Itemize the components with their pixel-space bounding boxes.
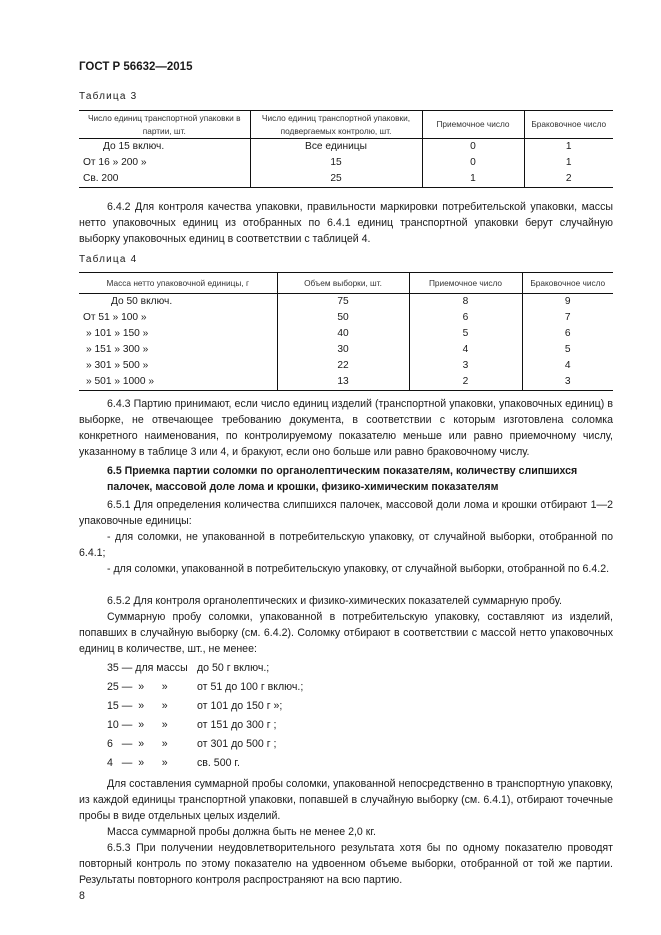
list-range: от 301 до 500 г ; — [197, 738, 277, 750]
paragraph-6-5-1-a: - для соломки, не упакованной в потребительскую упаковку, от случайной выборки, отобранной по 6.4.1; — [79, 531, 613, 559]
table-cell: 2 — [409, 374, 522, 391]
paragraph-6-4-2: 6.4.2 Для контроля качества упаковки, правильности маркировки потребительской упаковки, массы нетто упаковочных единиц из отобранных по 6.4.1 единиц транспортной упаковки берут случайную выборку упаковочных единиц в соответствии с таблицей 4. — [79, 201, 613, 245]
table-cell: 0 — [422, 155, 524, 171]
paragraph-6-5-2-sample: Суммарную пробу соломки, упакованной в потребительскую упаковку, составляют из изделий, попавших в случайную выборку (см. 6.4.2). Соломку отбирают в соответствии с массой нетто упаковочных единиц в количестве, шт., не менее: — [79, 611, 613, 655]
table-row — [79, 294, 613, 311]
paragraph-6-5-2: 6.5.2 Для контроля органолептических и физико-химических показателей суммарную пробу. — [107, 595, 562, 607]
page-number: 8 — [79, 890, 85, 902]
table-cell: 5 — [409, 326, 522, 342]
list-range: св. 500 г. — [197, 757, 240, 769]
list-count: 15 — » » — [107, 700, 168, 712]
table-row — [79, 139, 613, 156]
table-cell: 22 — [277, 358, 409, 374]
table-header: Браковочное число — [524, 111, 613, 139]
list-item — [107, 717, 276, 733]
table-cell: От 16 » 200 » — [83, 157, 147, 168]
table-cell: » 501 » 1000 » — [86, 376, 154, 387]
list-item — [107, 679, 303, 695]
table-cell: 4 — [409, 342, 522, 358]
table-cell: От 51 » 100 » — [83, 312, 147, 323]
table-cell: Св. 200 — [83, 173, 119, 184]
list-range: до 50 г включ.; — [197, 662, 270, 674]
table-cell: 4 — [522, 358, 613, 374]
table4-caption: Таблица 4 — [79, 254, 138, 265]
table-cell: Все единицы — [250, 139, 422, 156]
paragraph-6-4-3: 6.4.3 Партию принимают, если число единиц изделий (транспортной упаковки, упаковочных единиц) в выборке, не отвечающее требованию документа, в соответствии с которым изготовлена соломка конкретного наименования, по контролируемому показателю меньше или равно приемочному числу, указанному в таблице 3 или 4, и бракуют, если оно больше или равно браковочному числу. — [79, 398, 613, 458]
table-cell: 3 — [409, 358, 522, 374]
table-cell: » 301 » 500 » — [86, 360, 149, 371]
paragraph-6-5-1-b: - для соломки, упакованной в потребительскую упаковку, от случайной выборки, отобранной по 6.4.2. — [107, 563, 610, 575]
list-item — [107, 755, 240, 771]
table-row — [79, 342, 613, 358]
paragraph-6-5-1: 6.5.1 Для определения количества слипшихся палочек, массовой доли лома и крошки отбирают 1—2 упаковочные единицы: — [79, 499, 613, 527]
table-header: Число единиц транспортной упаковки в партии, шт. — [79, 111, 250, 139]
table-header: Приемочное число — [409, 273, 522, 294]
table-cell: 9 — [522, 294, 613, 311]
table-row — [79, 310, 613, 326]
table-cell: До 50 включ. — [111, 296, 173, 307]
table-cell: 5 — [522, 342, 613, 358]
list-count: 6 — » » — [107, 738, 168, 750]
list-item — [107, 736, 276, 752]
table-3 — [79, 110, 613, 188]
table-cell: 1 — [422, 171, 524, 188]
table-header: Объем выборки, шт. — [277, 273, 409, 294]
list-item — [107, 698, 282, 714]
table-4 — [79, 272, 613, 391]
table-header: Приемочное число — [422, 111, 524, 139]
table-cell: 2 — [524, 171, 613, 188]
table-cell: 8 — [409, 294, 522, 311]
list-count: 25 — » » — [107, 681, 168, 693]
table-cell: 15 — [250, 155, 422, 171]
table-cell: 1 — [524, 139, 613, 156]
table-header: Число единиц транспортной упаковки, подвергаемых контролю, шт. — [250, 111, 422, 139]
table-cell: 75 — [277, 294, 409, 311]
table-cell: 6 — [409, 310, 522, 326]
list-range: от 151 до 300 г ; — [197, 719, 277, 731]
table-cell: 50 — [277, 310, 409, 326]
list-range: от 101 до 150 г »; — [197, 700, 283, 712]
table-cell: 0 — [422, 139, 524, 156]
table-row — [79, 171, 613, 188]
table-header: Браковочное число — [522, 273, 613, 294]
table-row — [79, 358, 613, 374]
table-cell: До 15 включ. — [103, 141, 165, 152]
table-cell: » 151 » 300 » — [86, 344, 149, 355]
list-count: 35 — для массы — [107, 662, 188, 674]
table-cell: 1 — [524, 155, 613, 171]
table-header: Масса нетто упаковочной единицы, г — [79, 273, 277, 294]
table-row — [79, 155, 613, 171]
paragraph-6-5-3: 6.5.3 При получении неудовлетворительного результата хотя бы по одному показателю проводят повторный контроль по этому показателю на удвоенном объеме выборки, отобранной от той же партии. Результаты повторного контроля распространяют на всю партию. — [79, 842, 613, 886]
table-row — [79, 326, 613, 342]
table-cell: 40 — [277, 326, 409, 342]
table-row — [79, 374, 613, 391]
table3-caption: Таблица 3 — [79, 91, 138, 102]
list-item — [107, 660, 269, 676]
table-cell: » 101 » 150 » — [86, 328, 149, 339]
paragraph-sum-sample: Для составления суммарной пробы соломки, упакованной непосредственно в транспортную упаковку, из каждой единицы транспортной упаковки, попавшей в случайную выборку (см. 6.4.1), отбирают точечные пробы в виде отдельных целых изделий. — [79, 778, 613, 822]
table-cell: 13 — [277, 374, 409, 391]
table-cell: 6 — [522, 326, 613, 342]
paragraph-sample-mass: Масса суммарной пробы должна быть не менее 2,0 кг. — [107, 826, 376, 838]
section-heading-6-5: 6.5 Приемка партии соломки по органолептическим показателям, количеству слипшихся палочек, массовой доле лома и крошки, физико-химическим показателям — [107, 465, 578, 493]
table-cell: 3 — [522, 374, 613, 391]
list-count: 10 — » » — [107, 719, 168, 731]
document-header: ГОСТ Р 56632—2015 — [79, 61, 193, 73]
list-count: 4 — » » — [107, 757, 168, 769]
table-cell: 7 — [522, 310, 613, 326]
table-cell: 25 — [250, 171, 422, 188]
list-range: от 51 до 100 г включ.; — [197, 681, 304, 693]
table-cell: 30 — [277, 342, 409, 358]
